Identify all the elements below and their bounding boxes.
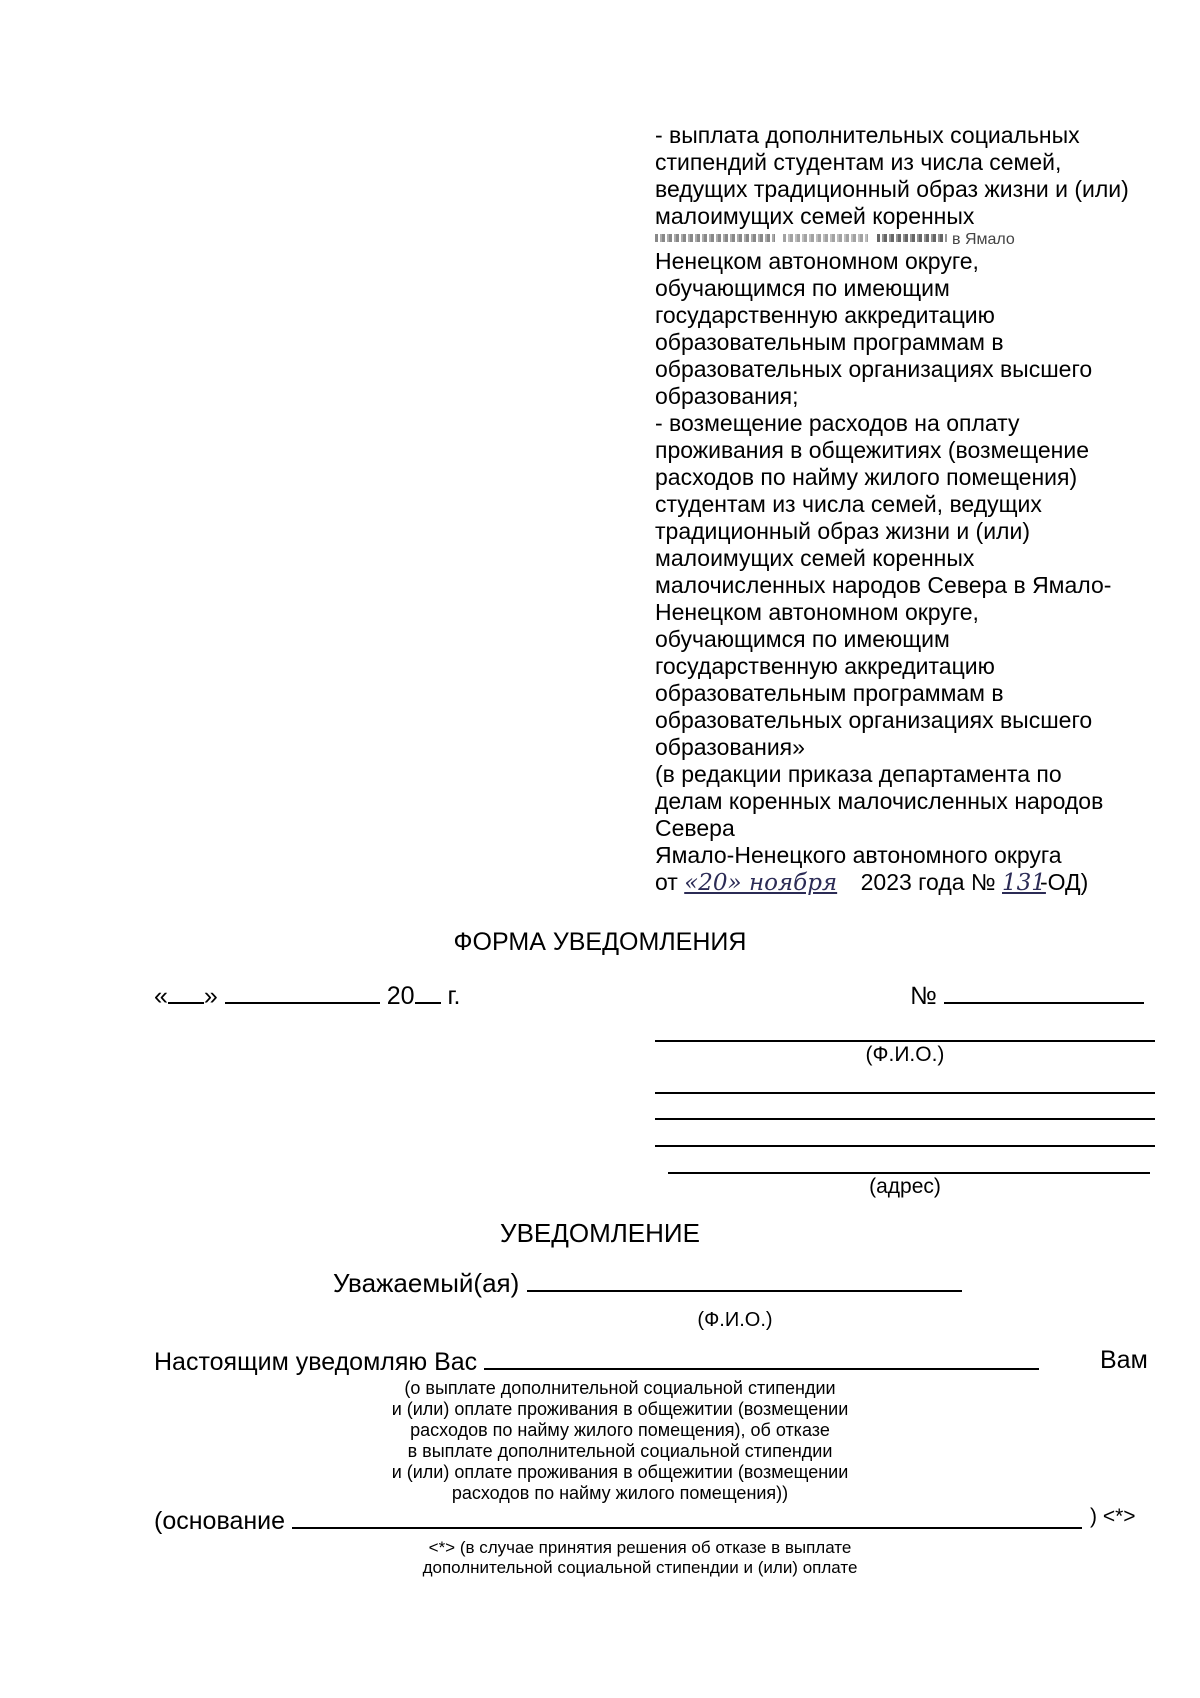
basis-row: [154, 1505, 1082, 1536]
basis-label: (основание: [154, 1507, 286, 1535]
form-title: ФОРМА УВЕДОМЛЕНИЯ: [453, 928, 747, 956]
handwritten-number: 131: [1002, 870, 1046, 896]
notice-title: УВЕДОМЛЕНИЕ: [500, 1218, 700, 1248]
footnote: [380, 1538, 900, 1578]
caption-line: расходов по найму жилого помещения), об отказе: [410, 1420, 830, 1440]
signature-line: [655, 869, 1175, 896]
header-text-block: [655, 122, 1175, 896]
decision-options-caption: [360, 1378, 880, 1504]
header-line: - выплата дополнительных социальных: [655, 122, 1080, 148]
header-line: - возмещение расходов на оплату: [655, 410, 1020, 436]
header-line: студентам из числа семей, ведущих: [655, 491, 1042, 517]
header-line: Севера: [655, 815, 735, 841]
header-line: образовательных организациях высшего: [655, 356, 1093, 382]
caption-line: в выплате дополнительной социальной стипендии: [407, 1441, 833, 1461]
open-quote: «: [154, 982, 168, 1010]
header-line: малочисленных народов Севера в Ямало-: [655, 572, 1112, 598]
footnote-line: дополнительной социальной стипендии и (или) оплате: [422, 1558, 858, 1577]
header-line: Ненецком автономном округе,: [655, 599, 979, 625]
salutation-label: Уважаемый(ая): [333, 1268, 520, 1298]
header-line: образования»: [655, 734, 805, 760]
number-label: №: [910, 982, 937, 1010]
signature-suffix: -ОД): [1040, 869, 1089, 895]
basis-tail: ) <*>: [1090, 1505, 1136, 1528]
notice-main-row: [154, 1346, 1039, 1377]
fio-caption: (Ф.И.О.): [865, 1043, 945, 1066]
smudge-mark: [877, 234, 947, 242]
signature-prefix: от: [655, 869, 678, 895]
salutation-fio-blank[interactable]: [527, 1268, 962, 1292]
header-line: образовательных организациях высшего: [655, 707, 1093, 733]
caption-line: (о выплате дополнительной социальной стипендии: [404, 1378, 836, 1398]
notice-main-tail: Вам: [1100, 1346, 1148, 1374]
header-line: традиционный образ жизни и (или): [655, 518, 1030, 544]
header-line: малоимущих семей коренных: [655, 545, 975, 571]
year-prefix: 20: [386, 982, 415, 1010]
header-line: ведущих традиционный образ жизни и (или): [655, 176, 1129, 202]
header-line: проживания в общежитиях (возмещение: [655, 437, 1089, 463]
number-field: [910, 980, 1144, 1011]
date-field: [154, 980, 461, 1011]
notice-main-label: Настоящим уведомляю Вас: [154, 1348, 478, 1376]
recipient-fio-line[interactable]: [655, 1040, 1155, 1042]
address-line-2[interactable]: [655, 1118, 1155, 1120]
header-line: Ненецком автономном округе,: [655, 248, 979, 274]
header-line: обучающимся по имеющим: [655, 275, 950, 301]
smudge-mark: [655, 234, 775, 242]
header-line: обучающимся по имеющим: [655, 626, 950, 652]
year-suffix: г.: [447, 982, 461, 1010]
handwritten-date: «20» ноября: [684, 870, 838, 896]
year-blank[interactable]: [415, 980, 441, 1004]
footnote-line: <*> (в случае принятия решения об отказе в выплате: [428, 1538, 852, 1557]
address-line-3[interactable]: [655, 1145, 1155, 1147]
header-line: образовательным программам в: [655, 329, 1004, 355]
address-line-1[interactable]: [655, 1092, 1155, 1094]
header-line: расходов по найму жилого помещения): [655, 464, 1078, 490]
salutation-fio-caption: (Ф.И.О.): [697, 1309, 773, 1331]
caption-line: и (или) оплате проживания в общежитии (возмещении: [391, 1399, 849, 1419]
address-caption: (адрес): [869, 1175, 941, 1198]
day-blank[interactable]: [168, 980, 204, 1004]
header-line: государственную аккредитацию: [655, 302, 995, 328]
header-line: Ямало-Ненецкого автономного округа: [655, 842, 1062, 868]
caption-line: расходов по найму жилого помещения)): [451, 1483, 789, 1503]
header-line: (в редакции приказа департамента по: [655, 761, 1062, 787]
basis-blank[interactable]: [292, 1505, 1082, 1529]
number-blank[interactable]: [944, 980, 1144, 1004]
header-line: государственную аккредитацию: [655, 653, 995, 679]
address-line-4[interactable]: [668, 1172, 1150, 1174]
salutation-row: [333, 1268, 962, 1299]
month-blank[interactable]: [225, 980, 380, 1004]
header-line: образования;: [655, 383, 799, 409]
caption-line: и (или) оплате проживания в общежитии (возмещении: [391, 1462, 849, 1482]
header-line: образовательным программам в: [655, 680, 1004, 706]
header-line: делам коренных малочисленных народов: [655, 788, 1104, 814]
header-line: стипендий студентам из числа семей,: [655, 149, 1062, 175]
header-line: малоимущих семей коренных: [655, 203, 975, 229]
close-quote: »: [203, 982, 218, 1010]
smudge-mark: [783, 234, 868, 242]
smudged-line: [655, 231, 1175, 248]
decision-blank[interactable]: [484, 1346, 1039, 1370]
smudged-text: в Ямало: [952, 231, 1015, 248]
signature-year: 2023 года №: [860, 869, 996, 895]
